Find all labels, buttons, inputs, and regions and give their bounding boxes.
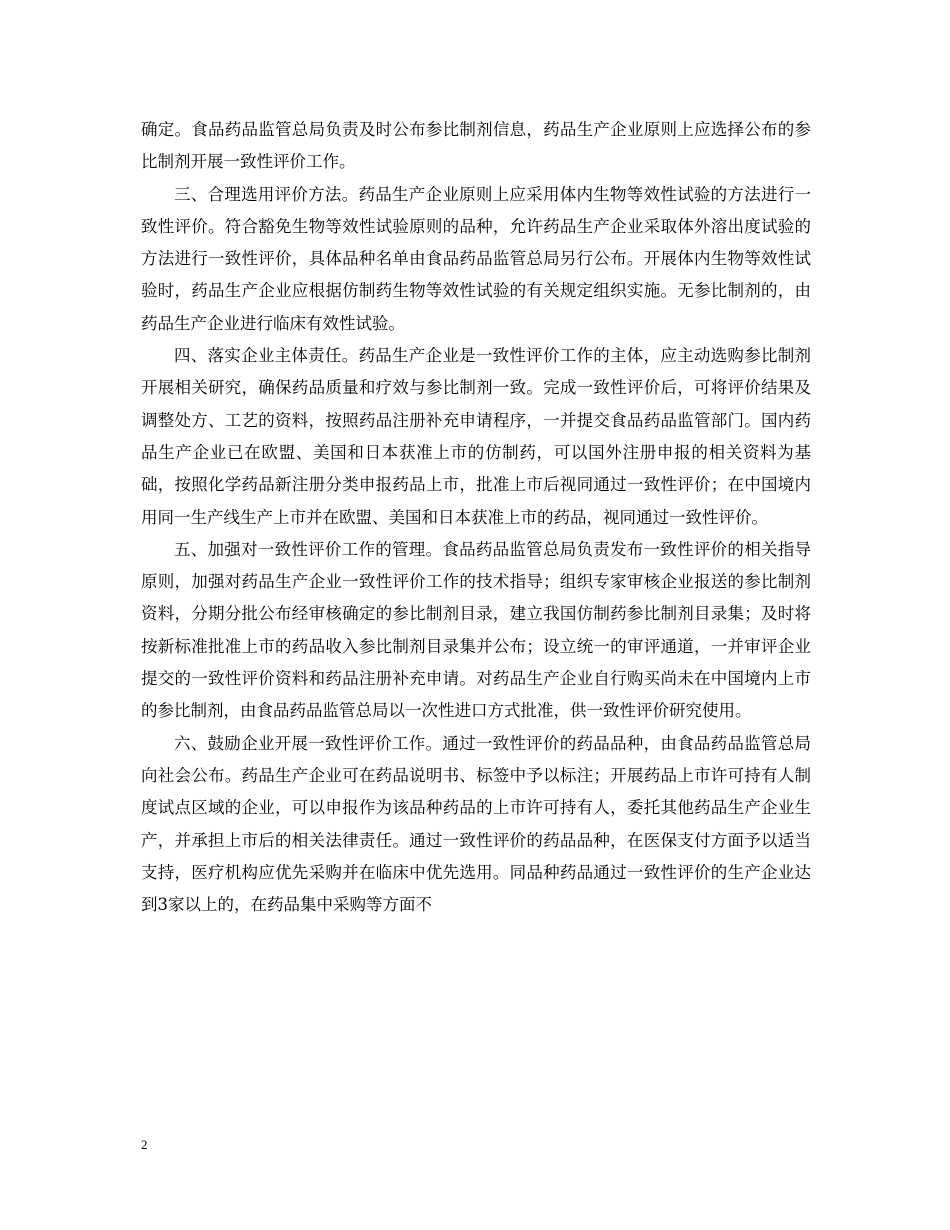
document-body	[141, 114, 811, 921]
paragraph-section-5: 五、加强对一致性评价工作的管理。食品药品监管总局负责发布一致性评价的相关指导原则，加强对药品生产企业一致性评价工作的技术指导；组织专家审核企业报送的参比制剂资料，分期分批公布经审核确定的参比制剂目录，建立我国仿制药参比制剂目录集；及时将按新标准批准上市的药品收入参比制剂目录集并公布；设立统一的审评通道，一并审评企业提交的一致性评价资料和药品注册补充申请。对药品生产企业自行购买尚未在中国境内上市的参比制剂，由食品药品监管总局以一次性进口方式批准，供一致性评价研究使用。	[141, 539, 811, 721]
paragraph-section-3: 三、合理选用评价方法。药品生产企业原则上应采用体内生物等效性试验的方法进行一致性评价。符合豁免生物等效性试验原则的品种，允许药品生产企业采取体外溶出度试验的方法进行一致性评价，具体品种名单由食品药品监管总局另行公布。开展体内生物等效性试验时，药品生产企业应根据仿制药生物等效性试验的有关规定组织实施。无参比制剂的，由药品生产企业进行临床有效性试验。	[141, 184, 811, 333]
paragraph-continuation: 确定。食品药品监管总局负责及时公布参比制剂信息，药品生产企业原则上应选择公布的参比制剂开展一致性评价工作。	[141, 120, 811, 172]
page-number: 2	[141, 1137, 148, 1152]
paragraph-section-4: 四、落实企业主体责任。药品生产企业是一致性评价工作的主体，应主动选购参比制剂开展相关研究，确保药品质量和疗效与参比制剂一致。完成一致性评价后，可将评价结果及调整处方、工艺的资料，按照药品注册补充申请程序，一并提交食品药品监管部门。国内药品生产企业已在欧盟、美国和日本获准上市的仿制药，可以国外注册申报的相关资料为基础，按照化学药品新注册分类申报药品上市，批准上市后视同通过一致性评价；在中国境内用同一生产线生产上市并在欧盟、美国和日本获准上市的药品，视同通过一致性评价。	[141, 346, 811, 527]
paragraph-section-6: 六、鼓励企业开展一致性评价工作。通过一致性评价的药品品种，由食品药品监管总局向社会公布。药品生产企业可在药品说明书、标签中予以标注；开展药品上市许可持有人制度试点区域的企业，可以申报作为该品种药品的上市许可持有人，委托其他药品生产企业生产，并承担上市后的相关法律责任。通过一致性评价的药品品种，在医保支付方面予以适当支持，医疗机构应优先采购并在临床中优先选用。同品种药品通过一致性评价的生产企业达到3家以上的，在药品集中采购等方面不	[141, 733, 811, 915]
